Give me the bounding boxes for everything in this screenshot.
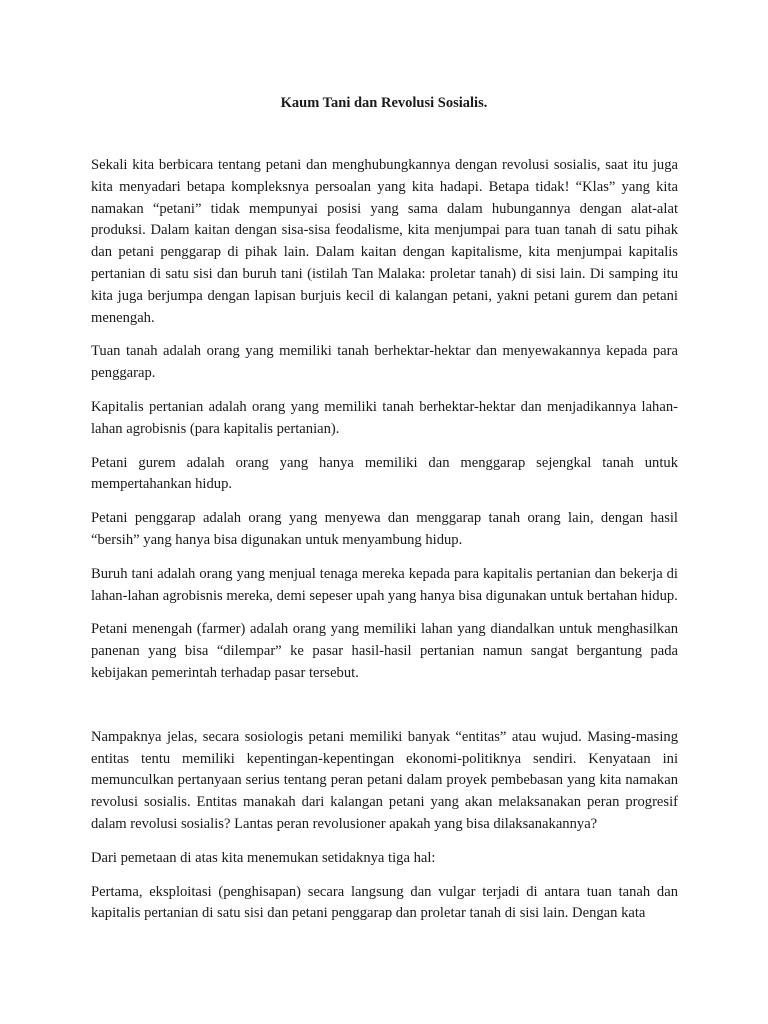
paragraph: Petani gurem adalah orang yang hanya memiliki dan menggarap sejengkal tanah untuk mempertahankan hidup. [91, 454, 678, 493]
section-gap [91, 697, 678, 727]
document-title: Kaum Tani dan Revolusi Sosialis. [280, 95, 488, 111]
paragraph: Dari pemetaan di atas kita menemukan setidaknya tiga hal: [91, 849, 436, 866]
paragraph: Kapitalis pertanian adalah orang yang memiliki tanah berhektar-hektar dan menjadikannya lahan-lahan agrobisnis (para kapitalis pertanian). [91, 398, 678, 437]
paragraph: Pertama, eksploitasi (penghisapan) secara langsung dan vulgar terjadi di antara tuan tanah dan kapitalis pertanian di satu sisi dan petani penggarap dan proletar tanah di sisi lain. Dengan kata [91, 883, 678, 922]
paragraph: Tuan tanah adalah orang yang memiliki tanah berhektar-hektar dan menyewakannya kepada para penggarap. [91, 343, 678, 382]
paragraph: Sekali kita berbicara tentang petani dan menghubungkannya dengan revolusi sosialis, saat itu juga kita menyadari betapa kompleksnya persoalan yang kita hadapi. Betapa tidak! “Klas” yang kita namakan “petani” tidak mempunyai posisi yang sama dalam hubungannya dengan alat-alat produksi. Dalam kaitan dengan sisa-sisa feodalisme, kita menjumpai para tuan tanah di satu pihak dan petani penggarap di pihak lain. Dalam kaitan dengan kapitalisme, kita menjumpai kapitalis pertanian di satu sisi dan buruh tani (istilah Tan Malaka: proletar tanah) di sisi lain. Di samping itu kita juga berjumpa dengan lapisan burjuis kecil di kalangan petani, yakni petani gurem dan petani menengah. [91, 157, 678, 326]
paragraph: Petani penggarap adalah orang yang menyewa dan menggarap tanah orang lain, dengan hasil “bersih” yang hanya bisa digunakan untuk menyambung hidup. [91, 510, 678, 548]
document-body [91, 155, 678, 937]
paragraph: Buruh tani adalah orang yang menjual tenaga mereka kepada para kapitalis pertanian dan bekerja di lahan-lahan agrobisnis mereka, demi sepeser upah yang hanya bisa digunakan untuk bertahan hidup. [91, 565, 678, 604]
paragraph: Nampaknya jelas, secara sosiologis petani memiliki banyak “entitas” atau wujud. Masing-masing entitas tentu memiliki kepentingan-kepentingan ekonomi-politiknya sendiri. Kenyataan ini memunculkan pertanyaan serius tentang peran petani dalam proyek pembebasan yang kita namakan revolusi sosialis. Entitas manakah dari kalangan petani yang akan melaksanakan peran progresif dalam revolusi sosialis? Lantas peran revolusioner apakah yang bisa dilaksanakannya? [91, 728, 678, 832]
paragraph: Petani menengah (farmer) adalah orang yang memiliki lahan yang diandalkan untuk menghasilkan panenan yang bisa “dilempar” ke pasar hasil-hasil pertanian namun sangat bergantung pada kebijakan pemerintah terhadap pasar tersebut. [91, 621, 678, 681]
